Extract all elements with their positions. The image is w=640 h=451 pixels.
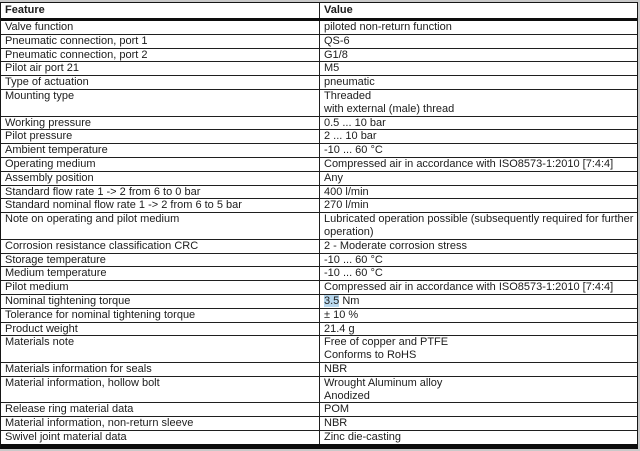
table-row — [1, 281, 637, 295]
value-cell: POM — [324, 403, 350, 416]
table-row — [1, 49, 637, 63]
feature-cell: Release ring material data — [1, 403, 320, 416]
feature-cell: Note on operating and pilot medium — [1, 213, 320, 239]
table-row — [1, 35, 637, 49]
table-row — [1, 377, 637, 404]
table-row — [1, 240, 637, 254]
feature-cell: Standard flow rate 1 -> 2 from 6 to 0 bar — [1, 186, 320, 199]
feature-cell: Mounting type — [1, 90, 320, 116]
feature-cell: Working pressure — [1, 117, 320, 130]
table-row — [1, 130, 637, 144]
value-cell: Threaded with external (male) thread — [324, 89, 455, 115]
value-cell: G1/8 — [324, 48, 348, 61]
value-cell: Any — [324, 171, 343, 184]
feature-cell: Product weight — [1, 323, 320, 336]
table-row — [1, 186, 637, 200]
table-row — [1, 90, 637, 117]
table-row — [1, 76, 637, 90]
value-cell: M5 — [324, 62, 340, 75]
feature-cell: Material information, hollow bolt — [1, 377, 320, 403]
table-row — [1, 336, 637, 363]
table-row — [1, 254, 637, 268]
table-row — [1, 309, 637, 323]
feature-cell: Materials note — [1, 336, 320, 362]
table-row — [1, 403, 637, 417]
feature-cell: Corrosion resistance classification CRC — [1, 240, 320, 253]
feature-cell: Storage temperature — [1, 254, 320, 267]
table-row — [1, 363, 637, 377]
value-cell: 2 - Moderate corrosion stress — [324, 239, 468, 252]
table-row — [1, 213, 637, 240]
table-row — [1, 21, 637, 35]
value-column-header: Value — [324, 4, 353, 16]
value-cell: 3.5 Nm — [324, 294, 360, 307]
feature-cell: Pneumatic connection, port 2 — [1, 49, 320, 62]
value-cell: Free of copper and PTFE Conforms to RoHS — [324, 336, 449, 362]
feature-cell: Ambient temperature — [1, 144, 320, 157]
datasheet-table — [0, 2, 638, 449]
value-cell: pneumatic — [324, 76, 375, 89]
value-cell: Wrought Aluminum alloy Anodized — [324, 376, 443, 402]
feature-cell: Medium temperature — [1, 267, 320, 280]
value-cell: 0.5 ... 10 bar — [324, 116, 386, 129]
value-cell: 2 ... 10 bar — [324, 130, 377, 143]
feature-column-header: Feature — [1, 3, 320, 18]
value-cell: QS-6 — [324, 34, 350, 47]
value-cell: 21.4 g — [324, 322, 355, 335]
feature-cell: Assembly position — [1, 172, 320, 185]
feature-cell: Tolerance for nominal tightening torque — [1, 309, 320, 322]
feature-cell: Materials information for seals — [1, 363, 320, 376]
feature-cell: Pilot air port 21 — [1, 62, 320, 75]
selection-highlight: 3.5 — [324, 294, 340, 307]
table-row — [1, 295, 637, 309]
table-header-row — [1, 3, 637, 21]
table-body — [1, 21, 637, 444]
table-row — [1, 323, 637, 337]
feature-cell: Operating medium — [1, 158, 320, 171]
table-row — [1, 117, 637, 131]
value-cell: NBR — [324, 362, 348, 375]
table-row — [1, 62, 637, 76]
table-row — [1, 431, 637, 444]
table-row — [1, 267, 637, 281]
feature-cell: Type of actuation — [1, 76, 320, 89]
value-cell: -10 ... 60 °C — [324, 144, 383, 157]
table-row — [1, 144, 637, 158]
feature-cell: Nominal tightening torque — [1, 295, 320, 308]
value-cell: Compressed air in accordance with ISO8573-1:2010 [7:4:4] — [324, 157, 614, 170]
feature-cell: Swivel joint material data — [1, 431, 320, 444]
table-row — [1, 172, 637, 186]
value-cell: Zinc die-casting — [324, 430, 402, 443]
feature-cell: Pilot pressure — [1, 130, 320, 143]
table-row — [1, 417, 637, 431]
feature-cell: Material information, non-return sleeve — [1, 417, 320, 430]
feature-cell: Pneumatic connection, port 1 — [1, 35, 320, 48]
feature-cell: Valve function — [1, 21, 320, 34]
value-cell: Compressed air in accordance with ISO8573-1:2010 [7:4:4] — [324, 281, 614, 294]
value-cell: ± 10 % — [324, 308, 359, 321]
value-cell: 270 l/min — [324, 199, 369, 212]
value-cell: piloted non-return function — [324, 21, 452, 33]
value-cell: Lubricated operation possible (subsequently required for further operation) — [324, 213, 634, 238]
feature-cell: Standard nominal flow rate 1 -> 2 from 6 to 5 bar — [1, 199, 320, 212]
value-cell: -10 ... 60 °C — [324, 267, 383, 280]
value-cell: -10 ... 60 °C — [324, 253, 383, 266]
table-row — [1, 158, 637, 172]
feature-cell: Pilot medium — [1, 281, 320, 294]
value-cell: NBR — [324, 417, 348, 430]
table-row — [1, 199, 637, 213]
value-cell: 400 l/min — [324, 185, 369, 198]
